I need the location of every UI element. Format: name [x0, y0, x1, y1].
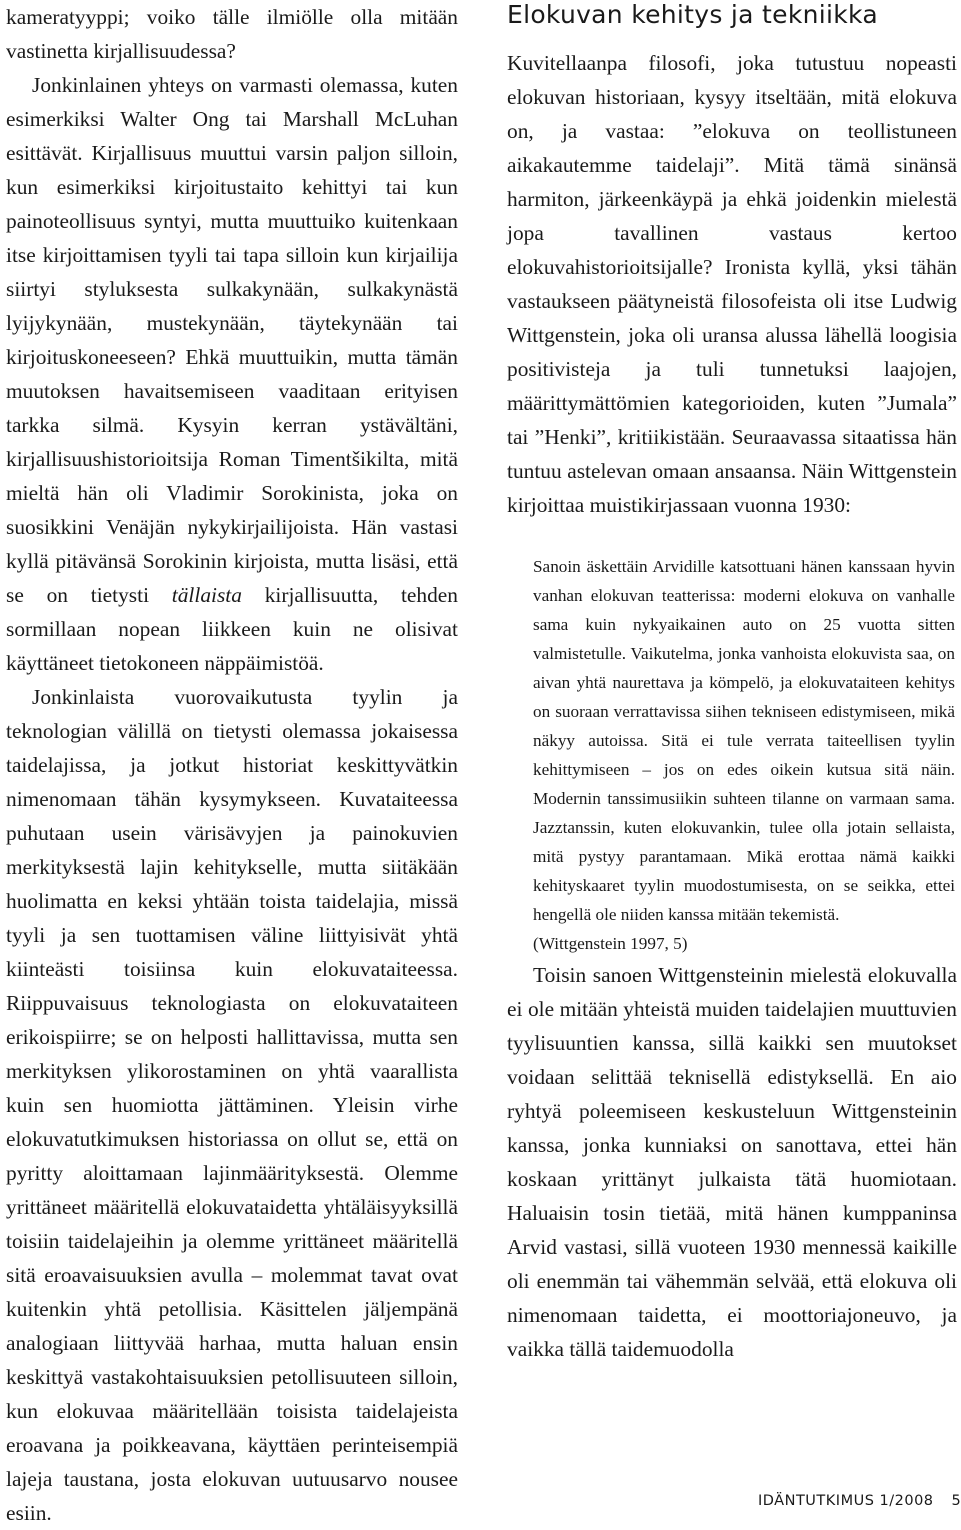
quote-text: Sanoin äskettäin Arvidille katsottuani hänen kanssaan hyvin vanhan elokuvan teatterissa: moderni elokuva on vanhalle sama kuin nykyaikainen auto on 25 vuotta sitten valmistetulle. Vaikutelma, jonka vanhoista elokuvista saa, on aivan yhtä naurettava ja kömpelö, ja elokuvataiteen kehitys on suoraan verrattavissa siihen tekniseen edistymiseen, mikä näkyy autoissa. Sitä ei tule verrata taiteellisen tyylin kehittymiseen – jos on edes oikein kutsua sitä näin. Modernin tanssimusiikin suhteen tilanne on varmaan sama. Jazztanssin, kuten elokuvankin, tulee olla jotain sellaista, mitä pystyy parantamaan. Mikä erottaa nämä kaikki kehityskaaret tyylin muodostumisesta, on se seikka, ettei hengellä ole niiden kanssa mitään tekemistä.: [533, 557, 955, 924]
journal-name: IDÄNTUTKIMUS 1/2008: [758, 1493, 934, 1509]
paragraph-style-technology: Jonkinlaista vuorovaikutusta tyylin ja teknologian välillä on tietysti olemassa jokaisessa taidelajissa, ja jotkut historiat keskittyvätkin nimenomaan tähän kysymykseen. Kuvataiteessa puhutaan usein värisävyjen ja painokuvien merkityksestä lajin kehitykselle, mutta siitäkään huolimatta en keksi yhtään toista taidelajia, missä tyyli ja sen tuottamisen väline liittyisivät yhtä kiinteästi toisiinsa kuin elokuvataiteessa. Riippuvaisuus teknologiasta on elokuvataiteen erikoispiirre; se on helposti hallittavissa, mutta sen merkityksen ylikorostaminen on yhtä vaarallista kuin sen huomiotta jättäminen. Yleisin virhe elokuvatutkimuksen historiassa on ollut se, että on pyritty aloittamaan lajinmäärityksestä. Olemme yrittäneet määritellä elokuvataidetta yhtäläisyyksillä toisiin taidelajeihin ja olemme yrittäneet määritellä sitä eroavaisuuksien avulla – molemmat tavat ovat kuitenkin yhtä petollisia. Käsittelen jäljempänä analogiaan liittyvää harhaa, mutta haluan ensin keskittyä vastakohtaisuuksien petollisuuteen silloin, kun elokuvaa määritellään toisista taidelajeista eroavana ja poikkeavana, käyttäen perinteisempiä lajeja taustana, josta elokuvan uutuusarvo nousee esiin.: [6, 685, 458, 1525]
page-number: 5: [951, 1493, 961, 1509]
left-column: [6, 0, 458, 1530]
paragraph-after-quote: Toisin sanoen Wittgensteinin mielestä elokuvalla ei ole mitään yhteistä muiden taidelajien muuttuvien tyylisuuntien kanssa, sillä kaikki sen muutokset voidaan selittää teknisellä edistyksellä. En aio ryhtyä poleemiseen keskusteluun Wittgensteinin kanssa, jonka kunniaksi on sanottava, ettei hän koskaan yrittänyt julkaista tätä huomiotaan. Haluaisin tosin tietää, mitä hänen kumppaninsa Arvid vastasi, sillä vuoteen 1930 mennessä kaikille oli enemmän tai vähemmän selvää, että elokuva oli nimenomaan taidetta, ei moottoriajoneuvo, ja vaikka tällä taidemuodolla: [507, 963, 957, 1361]
emphasis-word: tällaista: [171, 583, 242, 607]
paragraph-continued: kameratyyppi; voiko tälle ilmiölle olla mitään vastinetta kirjallisuudessa?: [6, 5, 458, 63]
paragraph-text: kirjallisuutta, tehden sormillaan nopean liikkeen kuin ne olisivat käyttäneet tietokoneen näppäimistöä.: [6, 583, 458, 675]
paragraph-technology-literature: [6, 68, 458, 680]
right-column: [507, 0, 957, 1366]
section-heading: Elokuvan kehitys ja tekniikka: [507, 0, 878, 29]
page-footer: [758, 1493, 961, 1509]
block-quote: [533, 552, 955, 958]
paragraph-philosopher: Kuvitellaanpa filosofi, joka tutustuu nopeasti elokuvan historiaan, kysyy itseltään, mitä elokuva on, ja vastaa: ”elokuva on teollistuneen aikakautemme taidelaji”. Mitä tämä sinänsä harmiton, järkeenkäypä ja ehkä joidenkin mielestä jopa tavallinen vastaus kertoo elokuvahistorioitsijalle? Ironista kyllä, yksi tähän vastaukseen päätyneistä filosofeista oli itse Ludwig Wittgenstein, joka oli uransa alussa lähellä loogisia positivisteja ja tuli tunnetuksi laajojen, määrittymättömien kategorioiden, kuten ”Jumala” tai ”Henki”, kritiikistään. Seuraavassa sitaatissa hän tuntuu astelevan omaan ansaansa. Näin Wittgenstein kirjoittaa muistikirjassaan vuonna 1930:: [507, 51, 957, 517]
paragraph-text: Jonkinlainen yhteys on varmasti olemassa, kuten esimerkiksi Walter Ong tai Marshall McLuhan esittävät. Kirjallisuus muuttui varsin paljon silloin, kun esimerkiksi kirjoitustaito kehittyi tai kun painoteollisuus syntyi, mutta muuttuiko kuitenkaan itse kirjoittamisen tyyli tai tapa silloin kun kirjailija siirtyi styluksesta sulkakynään, sulkakynästä lyijykynään, mustekynään, täytekynään tai kirjoituskoneeseen? Ehkä muuttuikin, mutta tämän muutoksen havaitsemiseen vaaditaan erityisen tarkka silmä. Kysyin kerran ystävältäni, kirjallisuushistorioitsija Roman Timentšikilta, mitä mieltä hän oli Vladimir Sorokinista, joka on suosikkini Venäjän nykykirjailijoista. Hän vastasi kyllä pitävänsä Sorokinin kirjoista, mutta lisäsi, että se on tietysti: [6, 73, 458, 607]
quote-citation: (Wittgenstein 1997, 5): [533, 934, 688, 953]
